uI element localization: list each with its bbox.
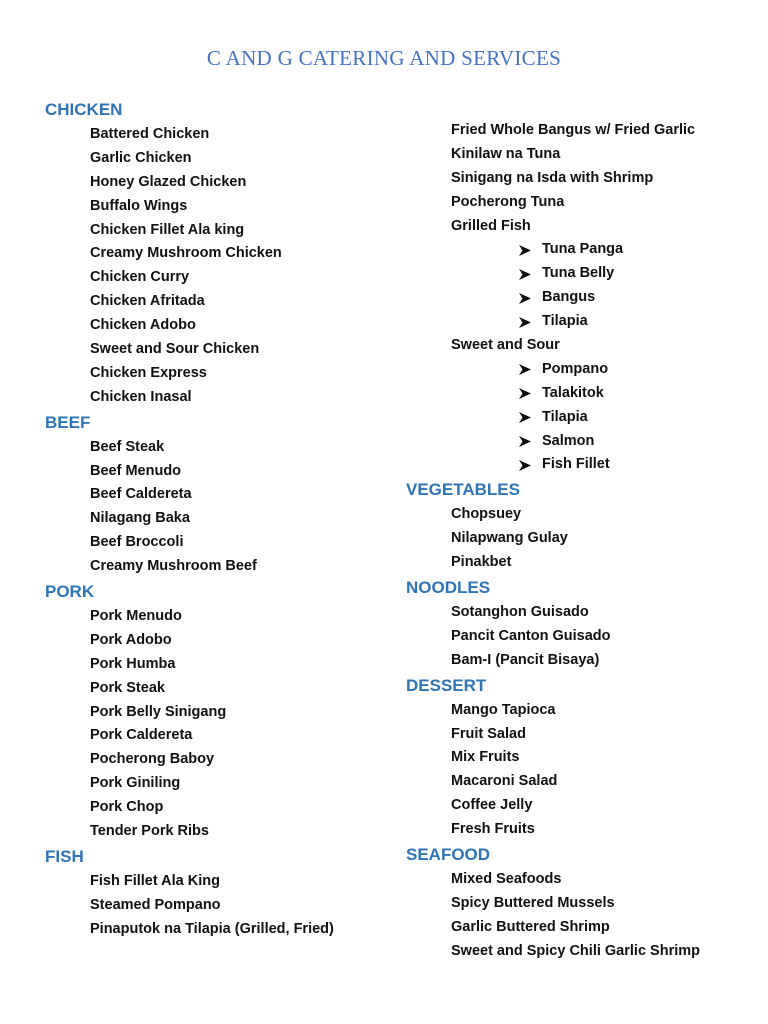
menu-item: Macaroni Salad bbox=[451, 773, 558, 790]
menu-item: Beef Menudo bbox=[90, 462, 182, 479]
menu-item: Chicken Express bbox=[90, 364, 207, 381]
menu-sub-item bbox=[406, 310, 746, 334]
menu-item: Chicken Adobo bbox=[90, 317, 196, 334]
menu-item: Pork Caldereta bbox=[90, 727, 193, 744]
menu-item: Creamy Mushroom Beef bbox=[90, 558, 257, 575]
menu-category-fish-continued bbox=[406, 119, 746, 215]
menu-item: Sweet and Sour Chicken bbox=[90, 341, 260, 358]
menu-item: Fresh Fruits bbox=[451, 821, 535, 838]
menu-category-pork bbox=[45, 579, 385, 844]
menu-item: Pork Steak bbox=[90, 679, 165, 696]
arrowhead-right-icon bbox=[518, 411, 534, 424]
menu-item: Chicken Fillet Ala king bbox=[90, 221, 245, 238]
menu-sub-item bbox=[406, 430, 746, 454]
arrowhead-right-icon bbox=[518, 459, 534, 472]
category-heading-chicken: CHICKEN bbox=[45, 100, 123, 119]
menu-sub-item-label: Talakitok bbox=[542, 384, 604, 401]
menu-item: Fish Fillet Ala King bbox=[90, 872, 220, 889]
menu-item: Pork Belly Sinigang bbox=[90, 703, 227, 720]
menu-item: Pork Menudo bbox=[90, 608, 182, 625]
menu-item: Steamed Pompano bbox=[90, 896, 221, 913]
menu-sub-item bbox=[406, 358, 746, 382]
menu-item: Spicy Buttered Mussels bbox=[451, 894, 615, 911]
arrowhead-right-icon bbox=[518, 292, 534, 305]
menu-item: Chicken Afritada bbox=[90, 293, 205, 310]
menu-item: Mango Tapioca bbox=[451, 701, 556, 718]
menu-category-fish bbox=[45, 844, 385, 942]
menu-item: Garlic Chicken bbox=[90, 149, 192, 166]
menu-item: Pinakbet bbox=[451, 554, 512, 571]
menu-item: Beef Steak bbox=[90, 438, 165, 455]
menu-sub-item bbox=[406, 238, 746, 262]
arrowhead-right-icon bbox=[518, 316, 534, 329]
arrowhead-right-icon bbox=[518, 363, 534, 376]
menu-item: Kinilaw na Tuna bbox=[451, 145, 561, 162]
menu-item: Garlic Buttered Shrimp bbox=[451, 918, 610, 935]
menu-sub-item-label: Salmon bbox=[542, 432, 595, 449]
category-heading-beef: BEEF bbox=[45, 412, 91, 432]
page-title: C AND G CATERING AND SERVICES bbox=[206, 46, 562, 70]
menu-item: Nilagang Baka bbox=[90, 510, 190, 527]
menu-sub-item bbox=[406, 382, 746, 406]
menu-item: Beef Broccoli bbox=[90, 534, 184, 551]
menu-item: Chopsuey bbox=[451, 506, 522, 523]
menu-item: Honey Glazed Chicken bbox=[90, 173, 247, 190]
menu-item: Creamy Mushroom Chicken bbox=[90, 245, 282, 262]
menu-sub-item-label: Tuna Panga bbox=[542, 241, 624, 258]
menu-item: Fruit Salad bbox=[451, 725, 526, 742]
menu-item: Buffalo Wings bbox=[90, 197, 188, 214]
menu-sub-item-label: Bangus bbox=[542, 289, 596, 306]
menu-item: Pinaputok na Tilapia (Grilled, Fried) bbox=[90, 920, 334, 937]
menu-item: Grilled Fish bbox=[451, 217, 531, 234]
arrowhead-right-icon bbox=[518, 244, 534, 257]
menu-sub-item-label: Tilapia bbox=[542, 313, 588, 330]
menu-column-left bbox=[45, 97, 385, 942]
menu-sub-item-label: Pompano bbox=[542, 360, 609, 377]
menu-subgroup-grilled-fish bbox=[406, 215, 746, 334]
menu-item: Sweet and Spicy Chili Garlic Shrimp bbox=[451, 942, 700, 959]
menu-item: Sotanghon Guisado bbox=[451, 604, 589, 621]
menu-sub-item bbox=[406, 453, 746, 477]
menu-sub-item-label: Tilapia bbox=[542, 408, 588, 425]
category-heading-dessert: DESSERT bbox=[406, 675, 487, 695]
menu-item: Chicken Inasal bbox=[90, 388, 192, 405]
menu-item: Mix Fruits bbox=[451, 749, 520, 766]
menu-category-beef bbox=[45, 410, 385, 579]
category-heading-pork: PORK bbox=[45, 582, 95, 602]
menu-sub-item bbox=[406, 286, 746, 310]
menu-sub-item bbox=[406, 406, 746, 430]
arrowhead-right-icon bbox=[518, 268, 534, 281]
menu-category-dessert bbox=[406, 673, 746, 842]
menu-item: Tender Pork Ribs bbox=[90, 823, 209, 840]
menu-category-chicken bbox=[45, 97, 385, 410]
menu-category-seafood bbox=[406, 842, 746, 964]
menu-item: Battered Chicken bbox=[90, 126, 210, 142]
menu-item: Mixed Seafoods bbox=[451, 871, 562, 888]
category-heading-noodles: NOODLES bbox=[406, 578, 491, 598]
menu-sub-item-label: Tuna Belly bbox=[542, 265, 615, 282]
menu-subgroup-sweet-and-sour bbox=[406, 334, 746, 477]
arrowhead-right-icon bbox=[518, 435, 534, 448]
menu-item: Coffee Jelly bbox=[451, 797, 533, 814]
menu-item: Bam-I (Pancit Bisaya) bbox=[451, 651, 600, 668]
menu-item: Pocherong Baboy bbox=[90, 751, 215, 768]
menu-sub-item bbox=[406, 262, 746, 286]
arrowhead-right-icon bbox=[518, 387, 534, 400]
menu-item: Sinigang na Isda with Shrimp bbox=[451, 169, 654, 186]
menu-category-vegetables bbox=[406, 477, 746, 575]
menu-item: Pork Humba bbox=[90, 655, 176, 672]
menu-item: Pork Chop bbox=[90, 799, 164, 816]
menu-item: Pancit Canton Guisado bbox=[451, 627, 611, 644]
menu-item: Sweet and Sour bbox=[451, 337, 560, 354]
menu-sub-item-label: Fish Fillet bbox=[542, 456, 610, 473]
menu-item: Beef Caldereta bbox=[90, 486, 192, 503]
menu-item: Fried Whole Bangus w/ Fried Garlic bbox=[451, 122, 696, 138]
menu-column-right bbox=[406, 119, 746, 964]
menu-item: Pork Giniling bbox=[90, 775, 181, 792]
menu-item: Nilapwang Gulay bbox=[451, 530, 568, 547]
category-heading-seafood: SEAFOOD bbox=[406, 845, 491, 865]
menu-item: Pocherong Tuna bbox=[451, 193, 565, 210]
menu-item: Chicken Curry bbox=[90, 269, 190, 286]
category-heading-vegetables: VEGETABLES bbox=[406, 480, 520, 500]
category-heading-fish: FISH bbox=[45, 846, 84, 866]
menu-category-noodles bbox=[406, 575, 746, 673]
menu-item: Pork Adobo bbox=[90, 631, 172, 648]
